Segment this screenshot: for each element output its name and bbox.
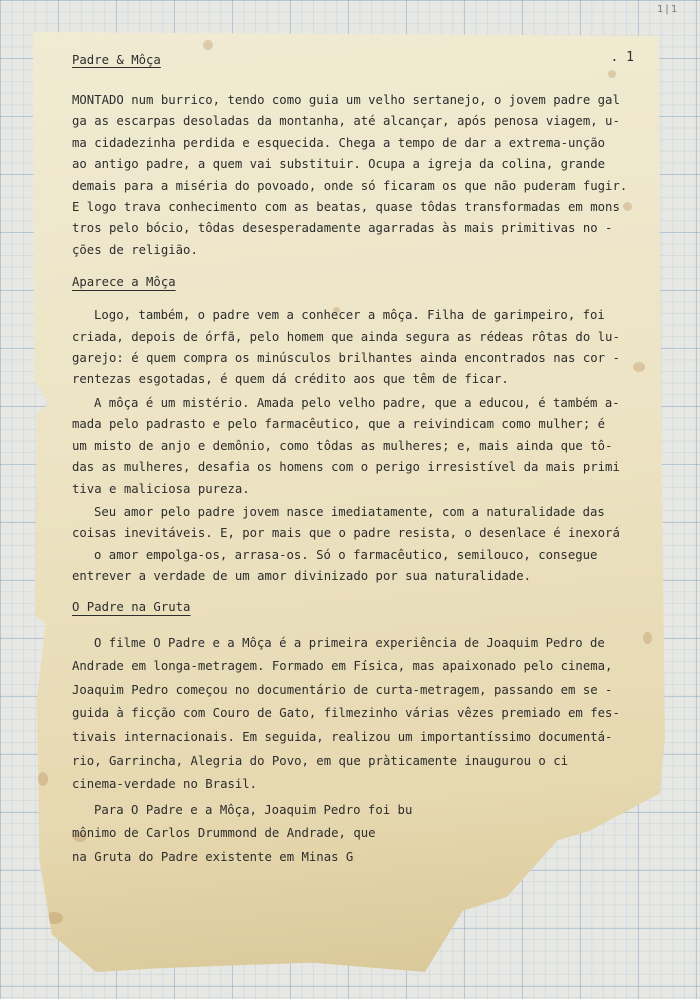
- text-line: mada pelo padrasto e pelo farmacêutico, que a reivindicam como mulher; é: [72, 417, 606, 432]
- text-line: na Gruta do Padre existente em Minas G: [72, 849, 354, 864]
- grid-sheet-mark: 1|1: [656, 4, 678, 15]
- document-body: [72, 48, 644, 869]
- text-line: tiva e maliciosa pureza.: [72, 481, 250, 496]
- text-line: coisas inevitáveis. E, por mais que o padre resista, o desenlace é inexorá: [72, 526, 620, 541]
- paragraph-gruta: [72, 799, 644, 870]
- text-line: Joaquim Pedro começou no documentário de curta-metragem, passando em se -: [72, 682, 613, 697]
- text-line: criada, depois de órfã, pelo homem que ainda segura as rédeas rôtas do lu-: [72, 329, 620, 344]
- text-line: Para O Padre e a Môça, Joaquim Pedro foi bu: [94, 802, 413, 817]
- paragraph-amor: [72, 502, 644, 588]
- text-line: tivais internacionais. Em seguida, realizou um importantíssimo documentá-: [72, 729, 613, 744]
- text-line: entrever a verdade de um amor divinizado por sua naturalidade.: [72, 569, 532, 584]
- text-line: ma cidadezinha perdida e esquecida. Chega a tempo de dar a extrema-unção: [72, 135, 606, 150]
- text-line: ções de religião.: [72, 242, 198, 257]
- page-header: [72, 48, 644, 76]
- text-line: Seu amor pelo padre jovem nasce imediatamente, com a naturalidade das: [94, 504, 605, 519]
- text-line: cinema-verdade no Brasil.: [72, 777, 258, 792]
- text-line: mônimo de Carlos Drummond de Andrade, que: [72, 826, 376, 841]
- text-line: ga as escarpas desoladas da montanha, até alcançar, após penosa viagem, u-: [72, 114, 620, 129]
- text-line: um misto de anjo e demônio, como tôdas as mulheres; e, mais ainda que tô-: [72, 438, 613, 453]
- paragraph-moca-misterio: [72, 393, 644, 500]
- text-line: MONTADO num burrico, tendo como guia um velho sertanejo, o jovem padre gal: [72, 93, 620, 107]
- text-line: O filme O Padre e a Môça é a primeira experiência de Joaquim Pedro de: [94, 635, 605, 650]
- text-line: Logo, também, o padre vem a conhecer a môça. Filha de garimpeiro, foi: [94, 308, 605, 323]
- text-line: E logo trava conhecimento com as beatas, quase tôdas transformadas em mons: [72, 200, 620, 215]
- text-line: ao antigo padre, a quem vai substituir. Ocupa a igreja da colina, grande: [72, 157, 606, 172]
- text-line: demais para a miséria do povoado, onde só ficaram os que não puderam fugir.: [72, 178, 628, 193]
- section-heading-gruta: O Padre na Gruta: [72, 599, 191, 614]
- text-line: tros pelo bócio, tôdas desesperadamente agarradas às mais primitivas no -: [72, 221, 613, 236]
- text-line: rio, Garrincha, Alegria do Povo, em que pràticamente inaugurou o ci: [72, 753, 569, 768]
- page-number: . 1: [610, 50, 634, 65]
- text-line: A môça é um mistério. Amada pelo velho padre, que a educou, é também a-: [94, 395, 620, 410]
- text-line: guida à ficção com Couro de Gato, filmezinho várias vêzes premiado em fes-: [72, 706, 620, 721]
- paragraph-filme: [72, 632, 644, 797]
- section-heading-aparece: Aparece a Môça: [72, 275, 176, 290]
- paragraph-moca-intro: [72, 305, 644, 391]
- text-line: o amor empolga-os, arrasa-os. Só o farmacêutico, semilouco, consegue: [94, 547, 598, 562]
- text-line: rentezas esgotadas, é quem dá crédito aos que têm de ficar.: [72, 372, 509, 387]
- text-line: das as mulheres, desafia os homens com o perigo irresistível da mais primi: [72, 460, 620, 475]
- text-line: Andrade em longa-metragem. Formado em Física, mas apaixonado pelo cinema,: [72, 659, 613, 674]
- document-title: Padre & Môça: [72, 53, 161, 67]
- paragraph-intro: [72, 90, 644, 261]
- text-line: garejo: é quem compra os minúsculos brilhantes ainda encontrados nas cor -: [72, 351, 620, 366]
